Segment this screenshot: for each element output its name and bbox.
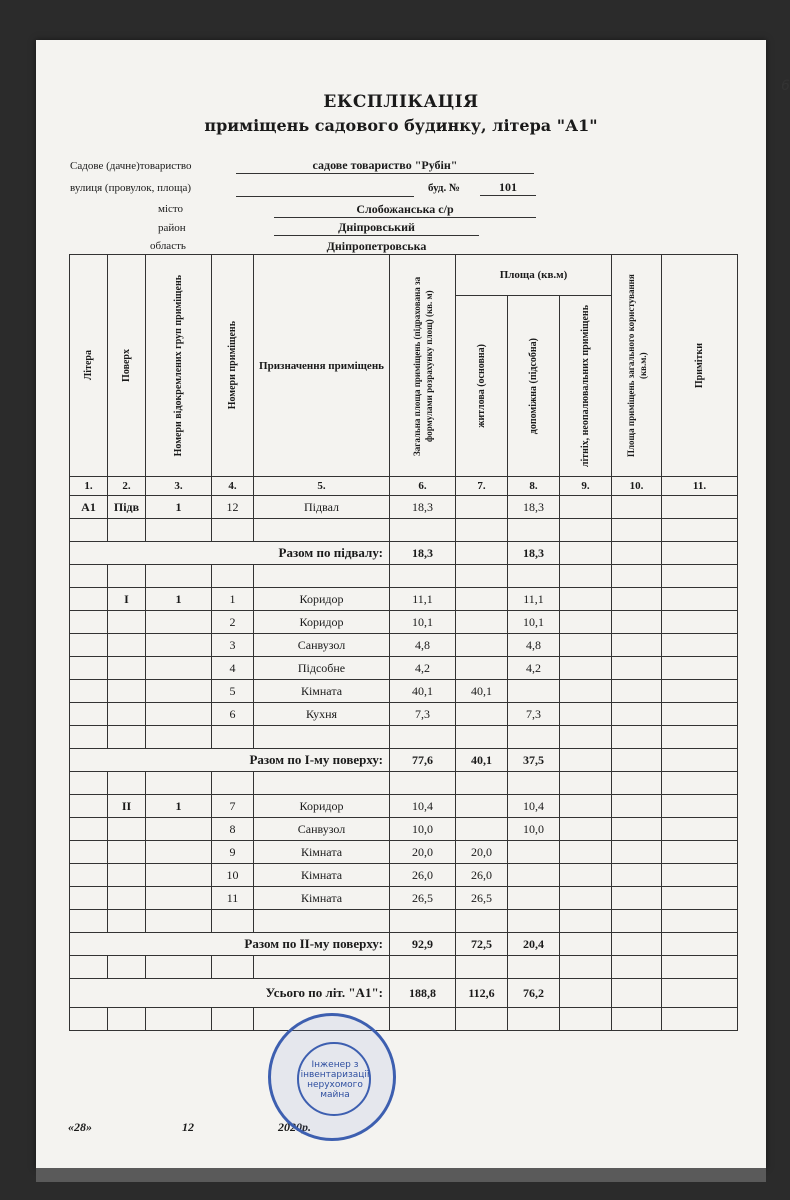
empty-row (70, 726, 738, 749)
region-value: Дніпропетровська (326, 239, 427, 253)
building-label: буд. № (428, 182, 461, 194)
table-row: I 1 1 Коридор 11,1 11,1 (70, 588, 738, 611)
header-purpose: Призначення приміщень (254, 255, 390, 477)
building-value: 101 (480, 180, 536, 196)
empty-row (70, 519, 738, 542)
header-group-numbers: Номери відокремлених груп приміщень (146, 255, 212, 477)
partnership-value: садове товариство "Рубін" (236, 158, 534, 174)
header-total-area: Загальна площа приміщень (підрахована за формулами розрахунку площ) (кв. м) (390, 255, 456, 477)
table-row: 3 Санвузол 4,8 4,8 (70, 634, 738, 657)
page-number: 6 (781, 78, 790, 94)
street-label: вулиця (провулок, площа) (70, 182, 192, 194)
header-notes: Примітки (662, 255, 738, 477)
document-page (36, 40, 790, 1168)
table-row: 2 Коридор 10,1 10,1 (70, 611, 738, 634)
header-area-group: Площа (кв.м) (456, 255, 612, 296)
header-common-area: Площа приміщень загального користування (кв.м.) (612, 255, 662, 477)
footer-month: 12 (182, 1120, 194, 1134)
header-room-numbers: Номери приміщень (212, 255, 254, 477)
header-summer: літніх, неопалювальних приміщень (560, 296, 612, 477)
empty-row (70, 772, 738, 795)
table-row: А1 Підв 1 12 Підвал 18,3 18,3 (70, 496, 738, 519)
table-row: 10 Кімната 26,0 26,0 (70, 864, 738, 887)
table-row: 6 Кухня 7,3 7,3 (70, 703, 738, 726)
table-row: 8 Санвузол 10,0 10,0 (70, 818, 738, 841)
table-row: 5 Кімната 40,1 40,1 (70, 680, 738, 703)
table-row: II 1 7 Коридор 10,4 10,4 (70, 795, 738, 818)
table-row: 9 Кімната 20,0 20,0 (70, 841, 738, 864)
table-row: 11 Кімната 26,5 26,5 (70, 887, 738, 910)
city-label: місто (158, 203, 184, 215)
grand-sum-row: Усього по літ. "А1": 188,8 112,6 76,2 (70, 979, 738, 1008)
header-litera: Літера (70, 255, 108, 477)
partnership-label: Садове (дачне)товариство (70, 160, 192, 172)
column-numbers-row: 1. 2. 3. 4. 5. 6. 7. 8. 9. 10. 11. (70, 477, 738, 496)
footer-day: «28» (68, 1120, 92, 1134)
basement-sum-row: Разом по підвалу: 18,3 18,3 (70, 542, 738, 565)
header-auxiliary: допоміжна (підсобна) (508, 296, 560, 477)
bottom-edge-strip (36, 1168, 766, 1182)
document-subtitle: приміщень садового будинку, літера "А1" (204, 116, 598, 135)
footer-year: 2020р. (278, 1120, 311, 1134)
stamp-text: Інженер з інвентаризації нерухомого майна (300, 1060, 370, 1100)
header-living: житлова (основна) (456, 296, 508, 477)
official-stamp (268, 1013, 396, 1141)
document-title: ЕКСПЛІКАЦІЯ (323, 92, 479, 112)
floor2-sum-row: Разом по ІІ-му поверху: 92,9 72,5 20,4 (70, 933, 738, 956)
district-label: район (158, 222, 186, 234)
empty-row (70, 956, 738, 979)
region-label: область (150, 240, 186, 252)
city-value: Слобожанська с/р (274, 202, 536, 218)
table-row: 4 Підсобне 4,2 4,2 (70, 657, 738, 680)
empty-row (70, 565, 738, 588)
street-line (236, 196, 414, 197)
empty-row (70, 910, 738, 933)
header-floor: Поверх (108, 255, 146, 477)
explication-table (69, 254, 738, 1031)
empty-row (70, 1008, 738, 1031)
floor1-sum-row: Разом по І-му поверху: 77,6 40,1 37,5 (70, 749, 738, 772)
district-value: Дніпровський (274, 220, 479, 236)
